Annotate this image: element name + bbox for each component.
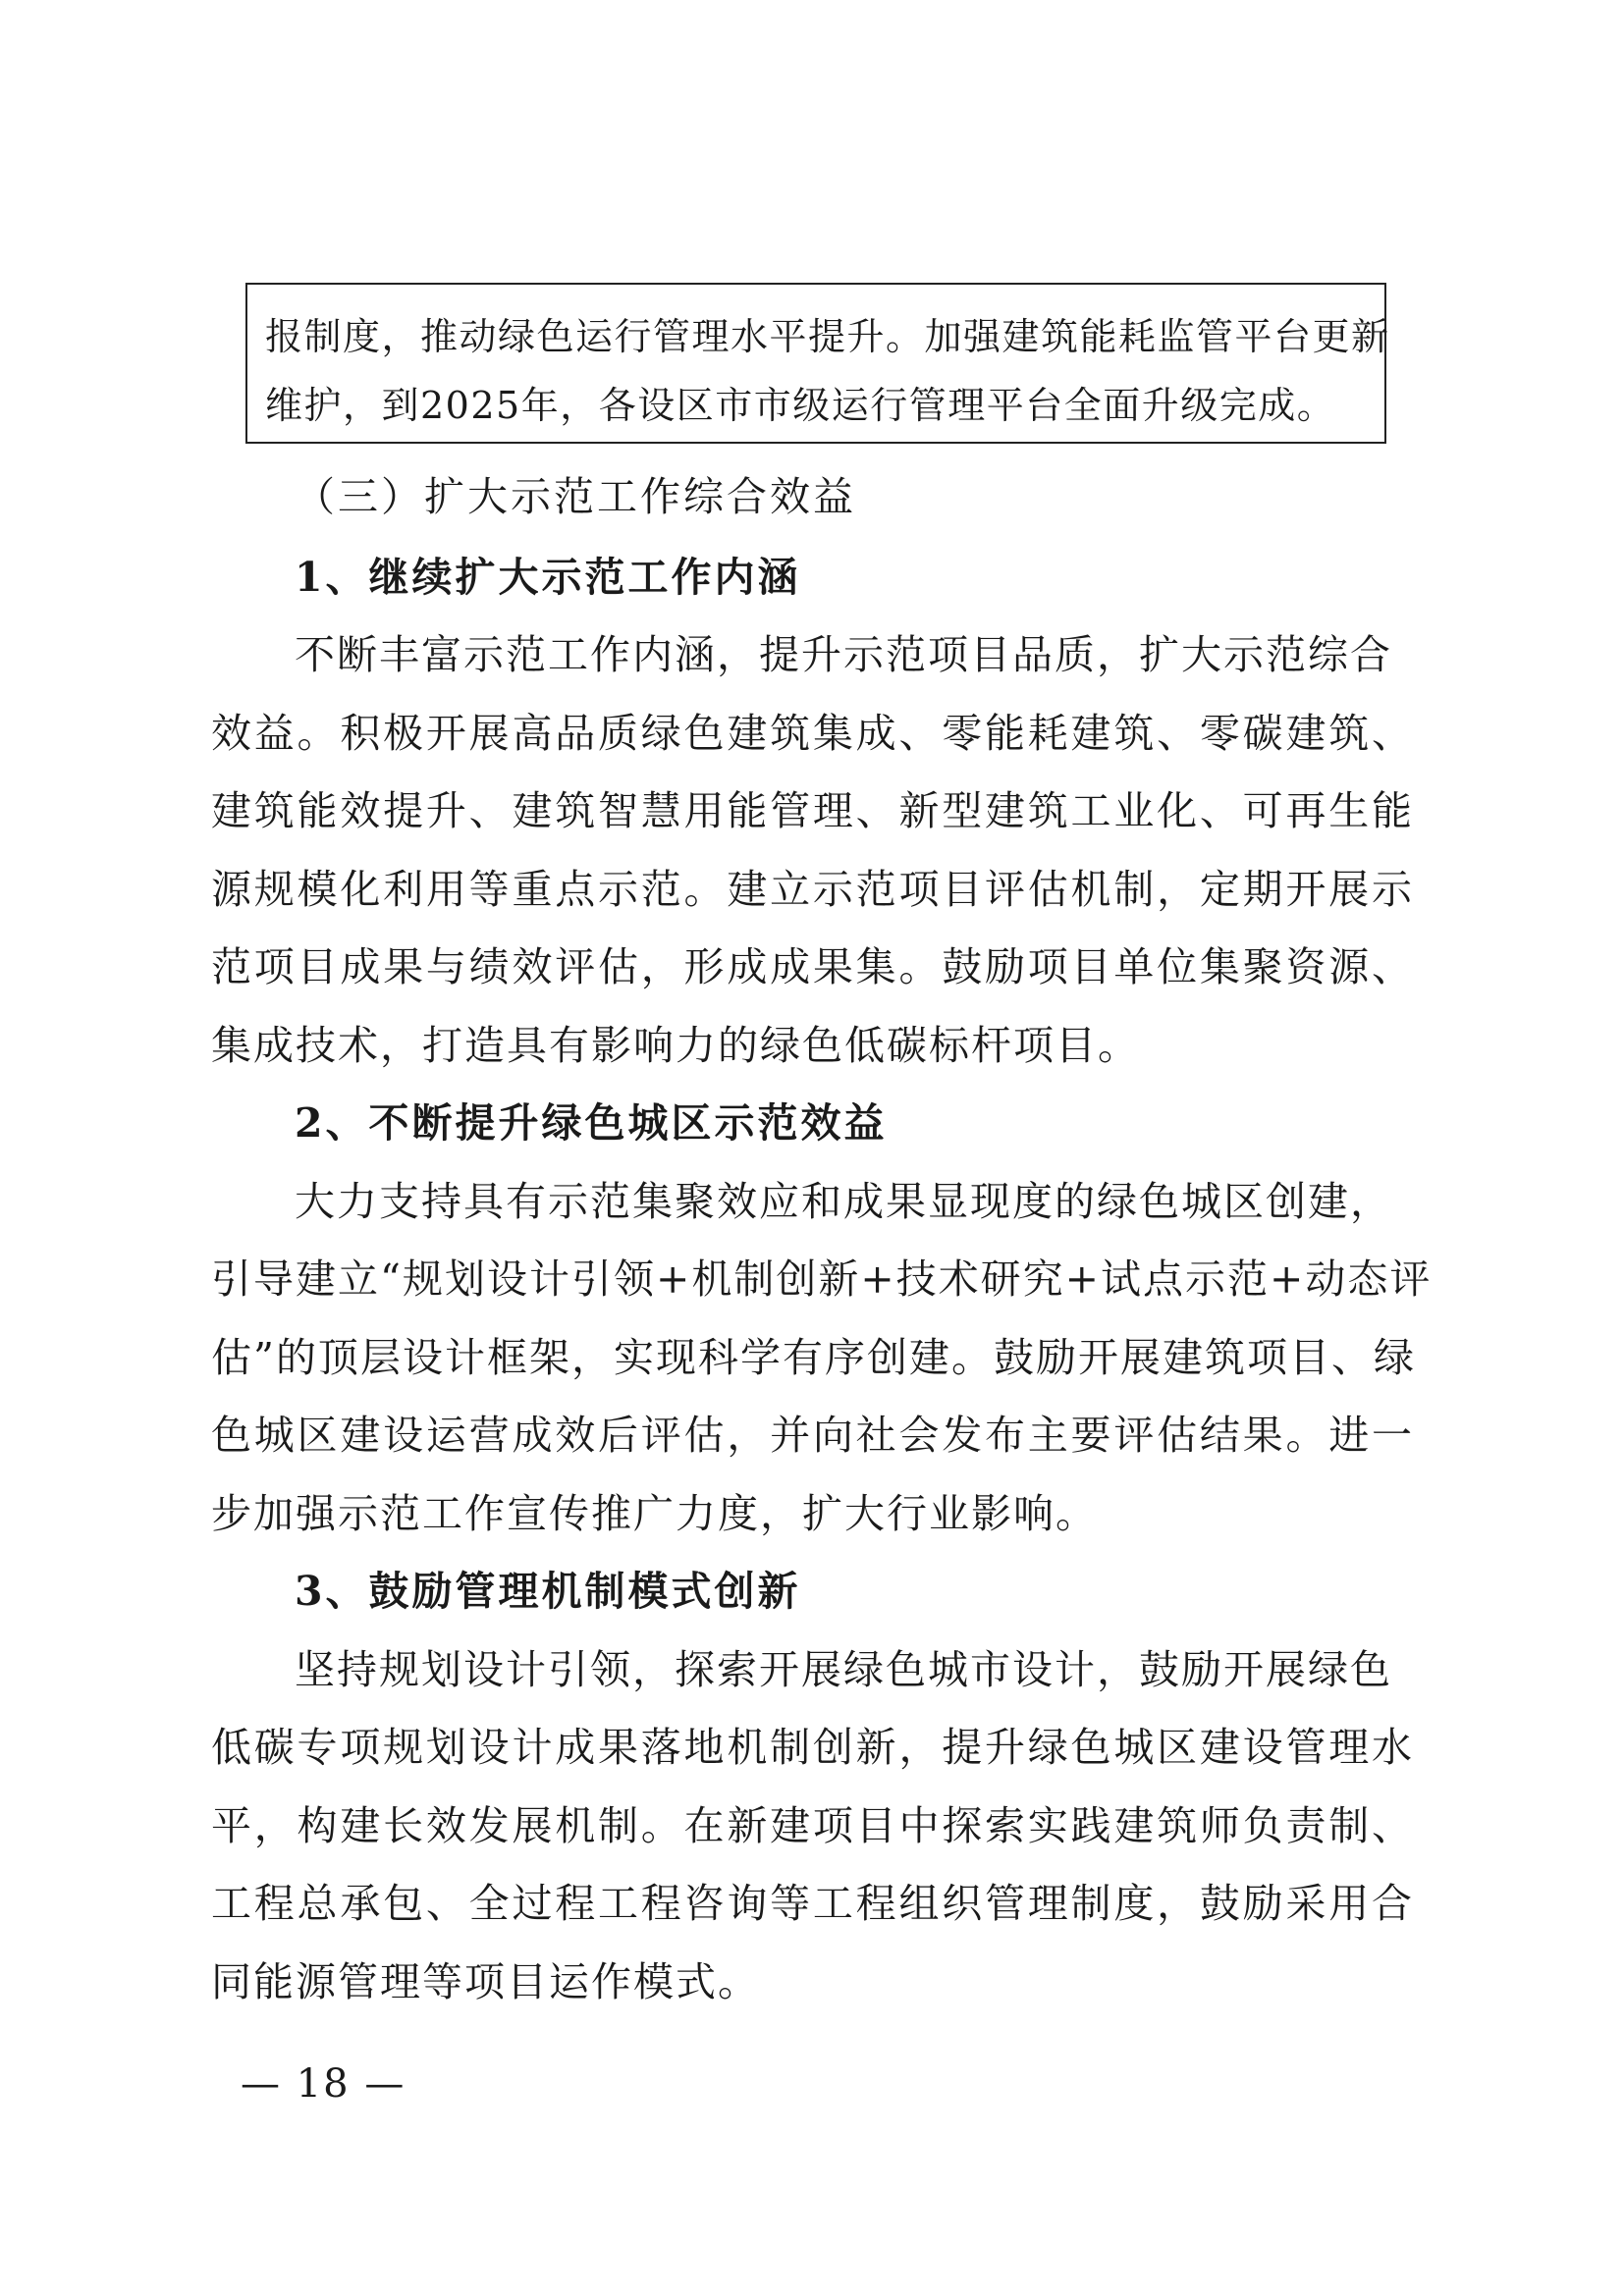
paragraph-line: 大力支持具有示范集聚效应和成果显现度的绿色城区创建， (295, 1178, 1392, 1225)
boxed-note (245, 283, 1390, 444)
paragraph-line: 坚持规划设计引领，探索开展绿色城市设计，鼓励开展绿色 (295, 1646, 1392, 1693)
boxed-note-line: 维护，到2025年，各设区市市级运行管理平台全面升级完成。 (265, 384, 1336, 427)
paragraph-line: 工程总承包、全过程工程咨询等工程组织管理制度，鼓励采用合 (211, 1880, 1414, 1927)
paragraph-line: 低碳专项规划设计成果落地机制创新，提升绿色城区建设管理水 (211, 1724, 1414, 1771)
paragraph-line: 色城区建设运营成效后评估，并向社会发布主要评估结果。进一 (211, 1412, 1414, 1459)
boxed-note-line: 报制度，推动绿色运行管理水平提升。加强建筑能耗监管平台更新 (265, 315, 1390, 358)
section-title: （三）扩大示范工作综合效益 (295, 473, 856, 520)
paragraph-line: 估”的顶层设计框架，实现科学有序创建。鼓励开展建筑项目、绿 (211, 1334, 1416, 1381)
subsection-heading: 2、不断提升绿色城区示范效益 (295, 1099, 888, 1147)
paragraph-line: 同能源管理等项目运作模式。 (211, 1958, 760, 2005)
paragraph-line: 集成技术，打造具有影响力的绿色低碳标杆项目。 (211, 1022, 1140, 1069)
paragraph-line: 建筑能效提升、建筑智慧用能管理、新型建筑工业化、可再生能 (211, 787, 1414, 834)
paragraph-line: 步加强示范工作宣传推广力度，扩大行业影响。 (211, 1490, 1098, 1537)
subsection-heading: 3、鼓励管理机制模式创新 (295, 1568, 801, 1615)
paragraph-line: 不断丰富示范工作内涵，提升示范项目品质，扩大示范综合 (295, 631, 1392, 678)
paragraph-line: 范项目成果与绩效评估，形成成果集。鼓励项目单位集聚资源、 (211, 943, 1414, 990)
paragraph-line: 引导建立“规划设计引领+机制创新+技术研究+试点示范+动态评 (211, 1255, 1433, 1303)
paragraph-line: 平，构建长效发展机制。在新建项目中探索实践建筑师负责制、 (211, 1802, 1414, 1849)
subsection-heading: 1、继续扩大示范工作内涵 (295, 554, 801, 601)
page-number: — 18 — (241, 2061, 406, 2107)
paragraph-line: 源规模化利用等重点示范。建立示范项目评估机制，定期开展示 (211, 866, 1414, 913)
paragraph-line: 效益。积极开展高品质绿色建筑集成、零能耗建筑、零碳建筑、 (211, 710, 1414, 757)
